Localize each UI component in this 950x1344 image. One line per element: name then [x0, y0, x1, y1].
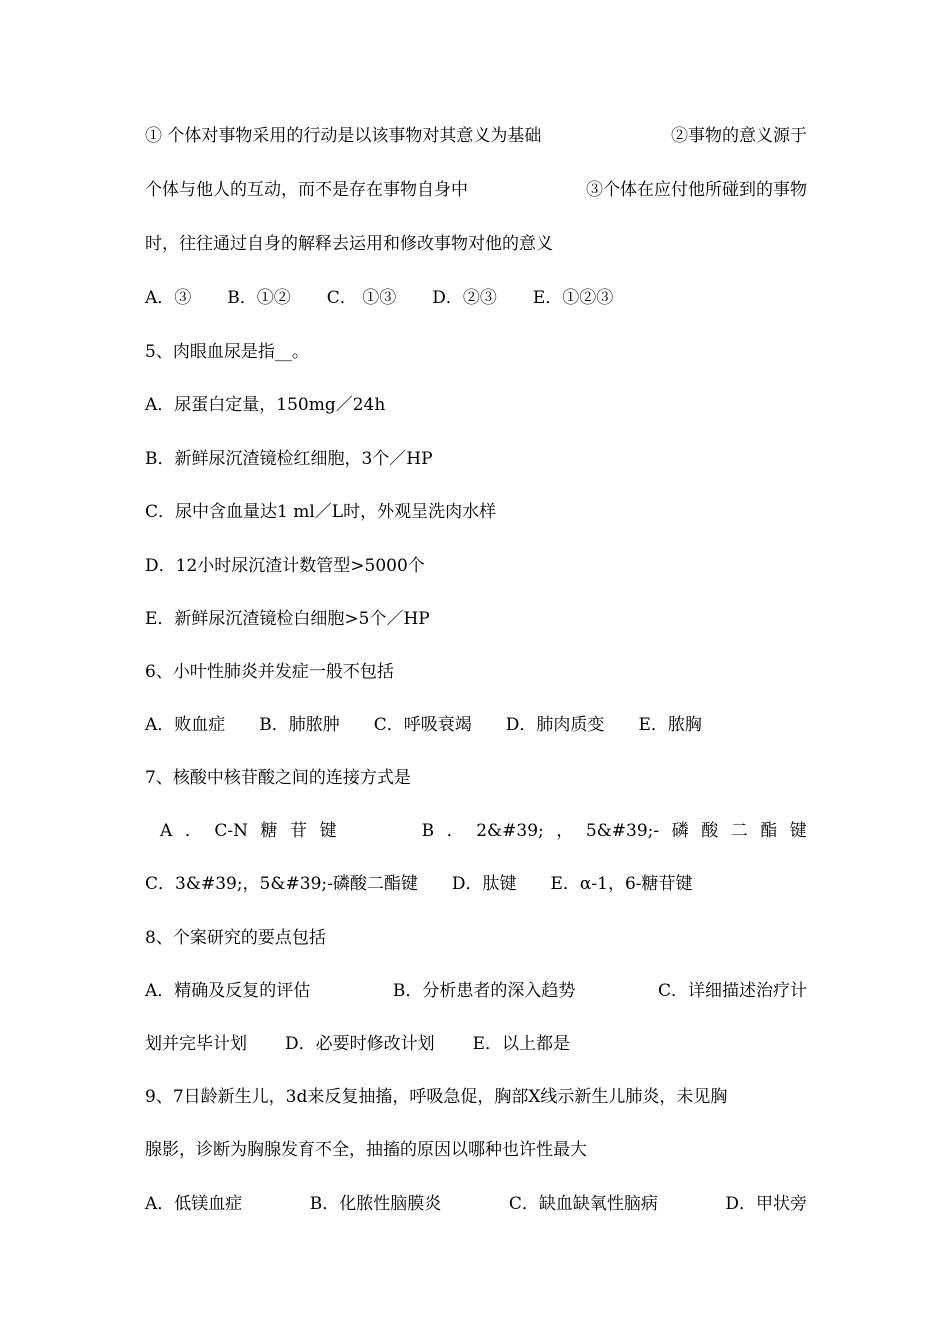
option-text: D．12小时尿沉渣计数管型>5000个 [145, 556, 425, 576]
answer-options [145, 1032, 807, 1056]
text-segment: A [160, 821, 173, 841]
text-segment: 5&#39;- [585, 821, 660, 841]
option-e: E．①②③ [532, 288, 614, 308]
option-d: D．肺肉质变 [505, 715, 605, 735]
text-segment: ②事物的意义源于 [671, 126, 807, 146]
option-a: A．③ [145, 288, 192, 308]
option-text: A．尿蛋白定量，150mg／24h [145, 395, 386, 415]
text-segment: ． [184, 821, 202, 841]
text-segment: 磷 [671, 821, 689, 841]
option-d [145, 554, 807, 578]
option-b: B．①② [227, 288, 291, 308]
option-text: C．尿中含血量达1 ml／L时，外观呈洗肉水样 [145, 502, 497, 522]
text-segment: ① 个体对事物采用的行动是以该事物对其意义为基础 [145, 126, 542, 146]
answer-options [145, 713, 807, 737]
text-segment: 二 [730, 821, 748, 841]
answer-options [160, 819, 807, 843]
question-5 [145, 340, 807, 364]
question-text: 5、肉眼血尿是指__。 [145, 342, 309, 362]
text-segment: C-N [214, 821, 248, 841]
option-c [145, 500, 807, 524]
question-text: 6、小叶性肺炎并发症一般不包括 [145, 662, 394, 682]
text-segment: 苷 [290, 821, 308, 841]
option-a: A．精确及反复的评估 [145, 981, 311, 1001]
answer-options [145, 286, 807, 310]
option-d: D．甲状旁 [725, 1194, 807, 1214]
option-a [145, 393, 807, 417]
option-b [145, 447, 807, 471]
text-segment: ③个体在应付他所碰到的事物 [586, 180, 807, 200]
question-6 [145, 660, 807, 684]
text-segment: 划并完毕计划 [145, 1034, 247, 1054]
option-e: E．以上都是 [472, 1034, 571, 1054]
question-9 [145, 1085, 807, 1109]
text-line [145, 124, 807, 148]
question-8 [145, 926, 807, 950]
text-segment: ． [446, 821, 464, 841]
option-text: B．新鲜尿沉渣镜检红细胞，3个／HP [145, 449, 433, 469]
text-segment: 键 [319, 821, 337, 841]
answer-options [145, 1192, 807, 1216]
option-b: B．分析患者的深入趋势 [392, 981, 576, 1001]
text-segment: 个体与他人的互动，而不是存在事物自身中 [145, 180, 468, 200]
option-a: A．败血症 [145, 715, 226, 735]
option-b: B．肺脓肿 [259, 715, 340, 735]
text-line [145, 232, 807, 256]
text-segment: 糖 [260, 821, 278, 841]
option-d: D．肽键 [451, 874, 517, 894]
option-e: E．α-1，6-糖苷键 [550, 874, 693, 894]
text-segment: 时，往往通过自身的解释去运用和修改事物对他的意义 [145, 234, 553, 254]
text-segment: 2&#39; [476, 821, 544, 841]
option-d: D．②③ [432, 288, 497, 308]
question-text: 腺影，诊断为胸腺发育不全，抽搐的原因以哪种也许性最大 [145, 1140, 587, 1160]
option-a: A．低镁血症 [145, 1194, 243, 1214]
option-b: B．化脓性脑膜炎 [309, 1194, 442, 1214]
option-e: E．脓胸 [638, 715, 702, 735]
text-segment: 酯 [760, 821, 778, 841]
answer-options [145, 979, 807, 1003]
answer-options [145, 872, 807, 896]
question-text: 8、个案研究的要点包括 [145, 928, 326, 948]
question-7 [145, 766, 807, 790]
option-e [145, 607, 807, 631]
option-c: C．呼吸衰竭 [373, 715, 472, 735]
option-text: E．新鲜尿沉渣镜检白细胞>5个／HP [145, 609, 430, 629]
text-segment: B [421, 821, 435, 841]
text-line [145, 178, 807, 202]
option-c: C．3&#39;，5&#39;-磷酸二酯键 [145, 874, 418, 894]
text-segment: ， [556, 821, 574, 841]
text-segment: 键 [789, 821, 807, 841]
text-line [145, 1138, 807, 1162]
option-c: C．缺血缺氧性脑病 [508, 1194, 658, 1214]
option-c: C．详细描述治疗计 [657, 981, 807, 1001]
option-c: C． ①③ [326, 288, 397, 308]
question-text: 9、7日龄新生儿，3d来反复抽搐，呼吸急促，胸部X线示新生儿肺炎，未见胸 [145, 1087, 728, 1107]
text-segment: 酸 [701, 821, 719, 841]
question-text: 7、核酸中核苷酸之间的连接方式是 [145, 768, 411, 788]
option-d: D．必要时修改计划 [285, 1034, 435, 1054]
